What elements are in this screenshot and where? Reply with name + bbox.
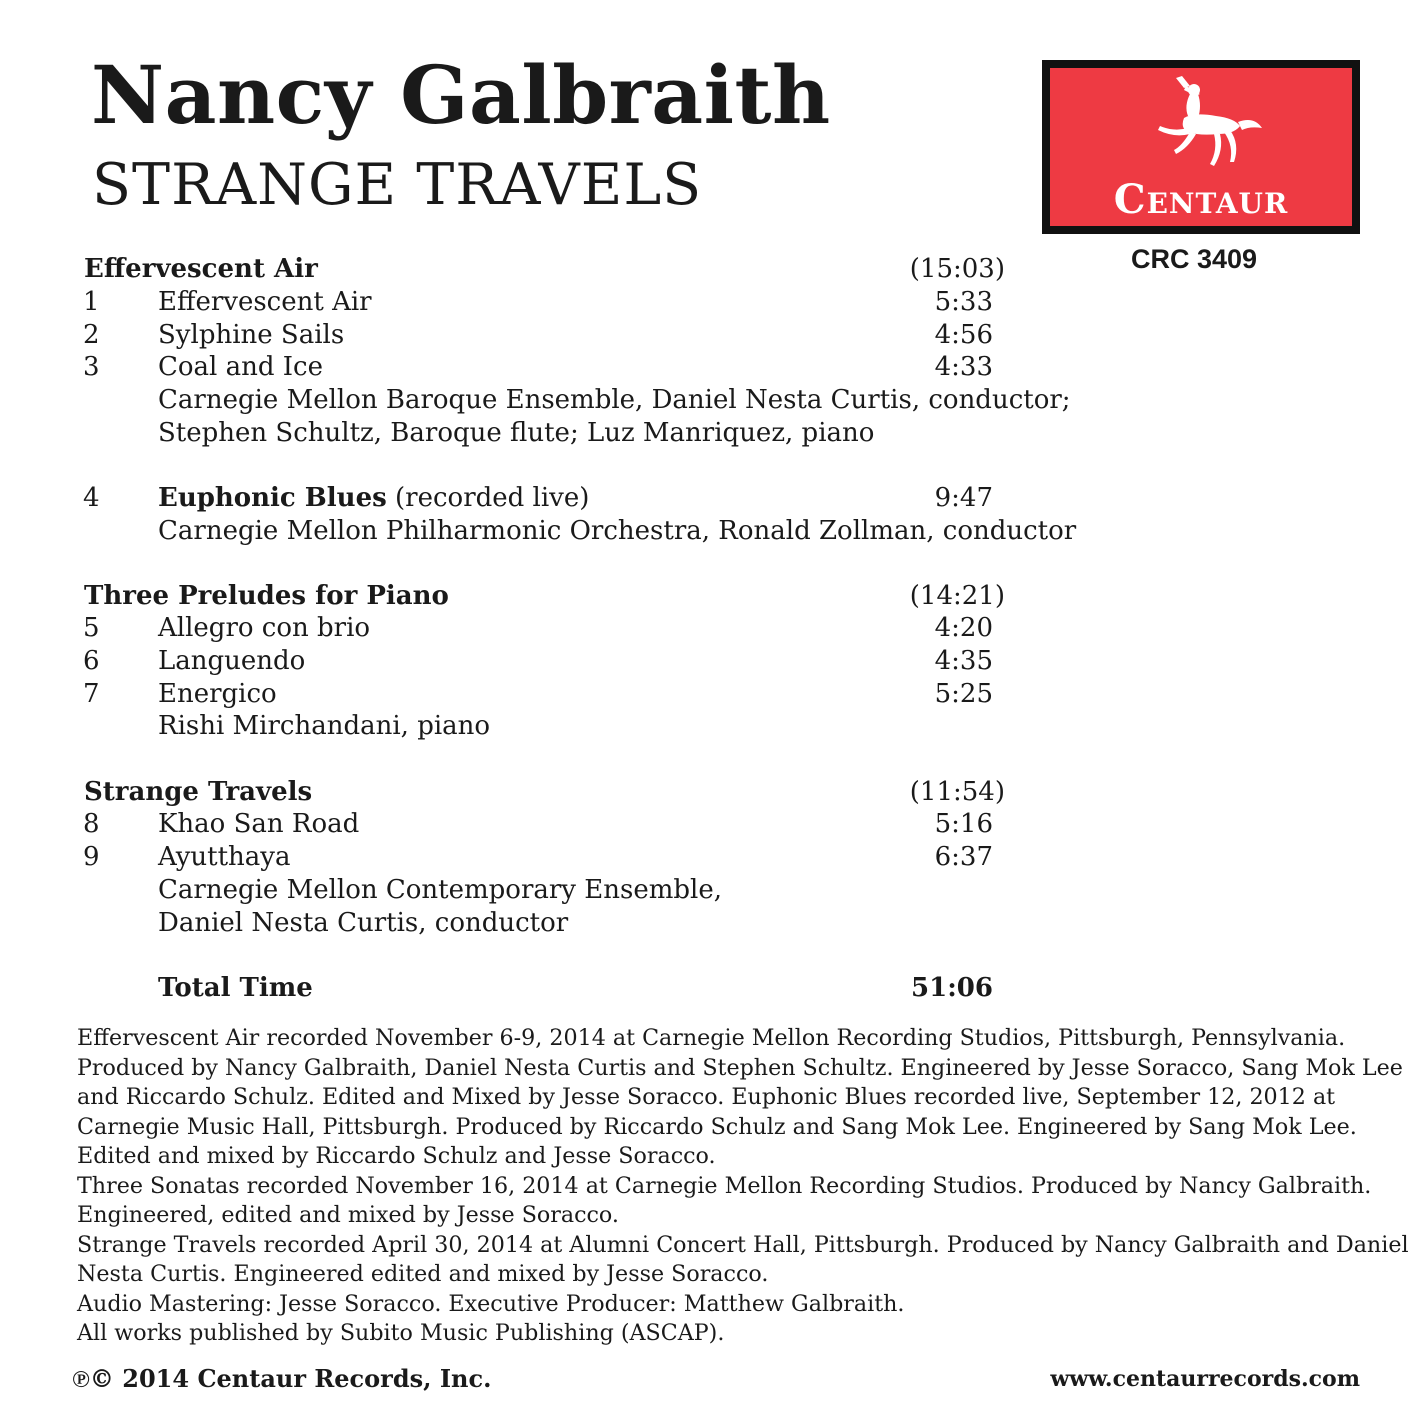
centaur-logo [1042,60,1360,234]
logo-red-panel [1050,68,1352,226]
total-time-label: Total Time [158,973,313,1003]
track-title-main: Euphonic Blues [158,483,387,513]
track-row [0,678,1425,711]
track-title [158,482,589,515]
work-header [0,776,1425,809]
track-number: 2 [83,320,100,350]
track-row [0,482,1425,515]
track-duration: 4:35 [934,646,993,676]
track-row [0,612,1425,645]
work-duration: (14:21) [909,581,1005,611]
track-duration: 4:33 [934,352,993,382]
track-title: Sylphine Sails [158,320,345,350]
track-title: Effervescent Air [158,287,372,317]
track-title: Khao San Road [158,809,360,839]
performers-line: Carnegie Mellon Baroque Ensemble, Daniel Nesta Curtis, conductor; [158,385,1071,415]
track-row [0,841,1425,874]
credit-line: Carnegie Music Hall, Pittsburgh. Produced by Riccardo Schulz and Sang Mok Lee. Engineered by Sang Mok Lee. [77,1113,1357,1140]
work-header [0,253,1425,286]
credit-line: Effervescent Air recorded November 6-9, 2014 at Carnegie Mellon Recording Studios, Pittsburgh, Pennsylvania. [77,1025,1346,1051]
total-time-row [0,972,1425,1005]
performers [0,384,1425,417]
recording-credits [77,1024,1409,1349]
performers-line: Rishi Mirchandani, piano [158,711,491,741]
composer-name: Nancy Galbraith [91,48,831,142]
track-duration: 5:33 [934,287,993,317]
performers-line: Carnegie Mellon Philharmonic Orchestra, Ronald Zollman, conductor [158,516,1077,546]
track-title: Coal and Ice [158,352,324,382]
credit-line: Audio Mastering: Jesse Soracco. Executive Producer: Matthew Galbraith. [77,1290,905,1317]
track-row [0,808,1425,841]
credit-line: Edited and mixed by Riccardo Schulz and Jesse Soracco. [77,1143,716,1169]
work-duration: (11:54) [909,777,1005,807]
logo-wordmark: Centaur [1113,176,1289,223]
track-title: Energico [158,679,277,709]
work-title: Three Preludes for Piano [84,581,449,611]
track-row [0,319,1425,352]
credit-line: and Riccardo Schulz. Edited and Mixed by Jesse Soracco. Euphonic Blues recorded live, September 12, 2012 at [77,1084,1336,1110]
track-row [0,645,1425,678]
track-number: 7 [83,679,100,709]
performers [0,874,1425,907]
credit-line: All works published by Subito Music Publishing (ASCAP). [77,1320,725,1346]
performers-line: Daniel Nesta Curtis, conductor [158,908,569,938]
performers-line: Stephen Schultz, Baroque flute; Luz Manriquez, piano [158,418,875,448]
performers [0,417,1425,450]
work-header [0,580,1425,613]
performers-line: Carnegie Mellon Contemporary Ensemble, [158,875,722,905]
track-title: Ayutthaya [158,842,291,872]
track-number: 1 [83,287,100,317]
credit-line: Three Sonatas recorded November 16, 2014 at Carnegie Mellon Recording Studios. Produced by Nancy Galbraith. [77,1172,1372,1199]
album-title: STRANGE TRAVELS [92,152,703,218]
track-duration: 5:16 [934,809,993,839]
centaur-icon [1154,76,1264,176]
track-duration: 5:25 [934,679,993,709]
track-duration: 6:37 [934,842,993,872]
track-number: 6 [83,646,100,676]
track-number: 8 [83,809,100,839]
track-duration: 4:56 [934,320,993,350]
performers [0,907,1425,940]
work-title: Effervescent Air [84,254,318,284]
track-note: (recorded live) [386,483,590,513]
track-number: 3 [83,352,100,382]
track-number: 4 [83,483,100,513]
work-title: Strange Travels [84,777,313,807]
track-title: Languendo [158,646,306,676]
performers [0,515,1425,548]
copyright-notice: ℗© 2014 Centaur Records, Inc. [72,1364,492,1393]
website-link[interactable]: www.centaurrecords.com [1050,1366,1360,1392]
work-duration: (15:03) [909,254,1005,284]
track-number: 5 [83,613,100,643]
track-row [0,351,1425,384]
track-duration: 4:20 [934,613,993,643]
credit-line: Nesta Curtis. Engineered edited and mixed by Jesse Soracco. [77,1261,769,1287]
track-title: Allegro con brio [158,613,371,643]
credit-line: Strange Travels recorded April 30, 2014 at Alumni Concert Hall, Pittsburgh. Produced by Nancy Galbraith and Daniel [77,1231,1409,1258]
credit-line: Produced by Nancy Galbraith, Daniel Nesta Curtis and Stephen Schultz. Engineered by Jesse Soracco, Sang Mok Lee [77,1054,1403,1081]
track-row [0,286,1425,319]
credit-line: Engineered, edited and mixed by Jesse Soracco. [77,1202,619,1228]
catalog-number: CRC 3409 [1131,244,1258,274]
performers [0,710,1425,743]
track-duration: 9:47 [934,483,993,513]
track-number: 9 [83,842,100,872]
total-time-value: 51:06 [911,973,993,1003]
